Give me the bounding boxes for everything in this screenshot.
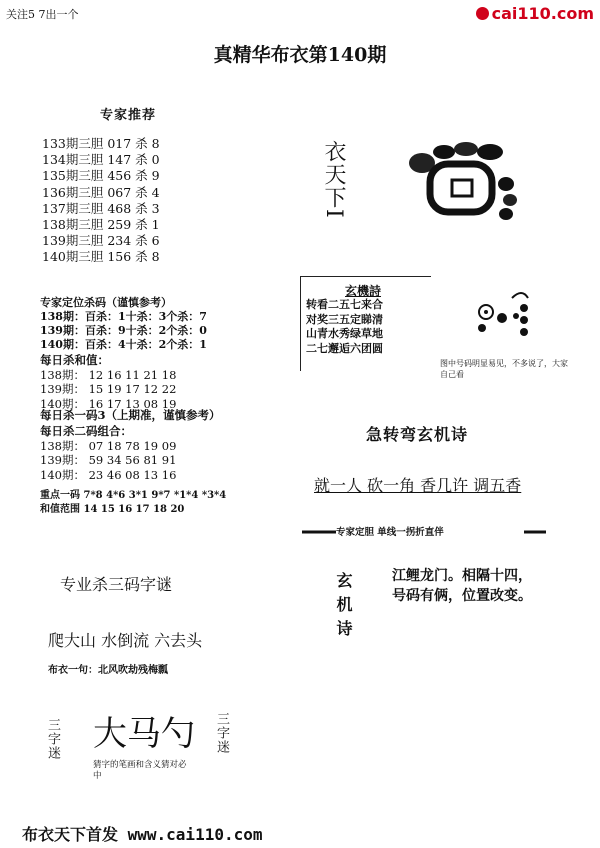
riddle-label-left: 三字迷 [45,718,60,760]
list-item: 140期三胆 156 杀 8 [42,249,160,265]
page-title: 真精华布衣第140期 [213,44,387,66]
list-item: 139期： 59 34 56 81 91 [40,453,177,467]
riddle-big-characters: 大马勺 [93,714,195,754]
list-item: 江鲤龙门。相隔十四， [392,568,532,584]
expert-list [42,136,160,266]
footer-credit: 布衣天下首发 www.cai110.com [22,825,263,844]
list-item: 133期三胆 017 杀 8 [42,136,160,151]
divider-arrow-right [524,529,546,535]
list-item: 对奖三五定睇清 [306,312,383,326]
list-item: 138期： 12 16 11 21 18 [40,367,177,382]
logo-text: cai110.com [491,4,594,23]
list-item: 138期： 07 18 78 19 09 [40,438,177,453]
daily-one-code: 每日杀一码3（上期准，谨慎参考） [40,408,221,422]
list-item: 135期三胆 456 杀 9 [42,168,160,184]
list-item: 山青水秀绿草地 [306,327,383,340]
expert-heading: 专家推荐 [100,108,157,123]
position-kill-heading: 专家定位杀码（谨慎参考） [40,296,172,309]
list-item: 140期： 23 46 08 13 16 [40,467,177,482]
list-item: 140期： 16 17 13 08 19 [40,396,177,411]
top-note: 关注5 7出一个 [6,8,79,21]
list-item: 139期：百杀：9十杀：2个杀：0 [40,324,207,337]
list-item: 136期三胆 067 杀 4 [42,184,160,200]
list-item: 139期三胆 234 杀 6 [42,233,160,249]
bead-charm-illustration [472,288,542,348]
list-item: 号码有俩，位置改变。 [392,588,532,604]
divider-arrow-left [302,529,336,535]
poem-line: 就一人 砍一角 香几许 调五香 [314,476,522,495]
position-kill-block [40,296,207,352]
buyi-line: 布衣一句：北风吹劫残梅瓢 [48,665,168,676]
expert-lock-line: 专家定胆 单线一拐折直伴 [336,527,444,538]
site-logo[interactable] [476,4,594,23]
riddle-label-right: 三字迷 [214,712,229,754]
sum-kill-block [40,353,176,411]
list-item: 139期： 15 19 17 12 22 [40,382,177,396]
key-one-code: 重点一码 7*8 4*6 3*1 9*7 *1*4 *3*4 [40,490,227,501]
poem-heading: 急转弯玄机诗 [366,425,469,444]
poem-lines [306,298,383,356]
list-item: 137期三胆 468 杀 3 [42,200,160,216]
poem-title: 玄機詩 [345,284,382,298]
list-item: 转看二五七来合 [306,298,383,311]
two-code-heading: 每日杀二码组合： [40,424,132,438]
riddle-phrase: 爬大山 水倒流 六去头 [48,631,203,650]
vertical-poem-label: 玄机诗 [334,572,353,644]
riddle-heading: 专业杀三码字谜 [60,575,173,594]
list-item: 140期：百杀：4十杀：2个杀：1 [40,338,207,351]
sum-range: 和值范围 14 15 16 17 18 20 [40,504,185,515]
list-item: 138期：百杀：1十杀：3个杀：7 [40,310,207,323]
coin-beads-illustration [400,140,530,240]
list-item: 二七邂逅六团圆 [306,341,383,355]
two-code-block [40,424,176,482]
logo-dot-icon [476,7,489,20]
clue-lines [392,566,532,606]
list-item: 134期三胆 147 杀 0 [42,152,160,168]
vertical-title: 衣天下I [321,140,346,219]
image-note: 图中号码明显易见，不多说了，大家自己看 [440,359,568,379]
list-item: 138期三胆 259 杀 1 [42,217,160,233]
riddle-note: 猜字的笔画和含义猜对必中 [93,760,187,781]
sum-kill-heading: 每日杀和值： [40,353,109,367]
